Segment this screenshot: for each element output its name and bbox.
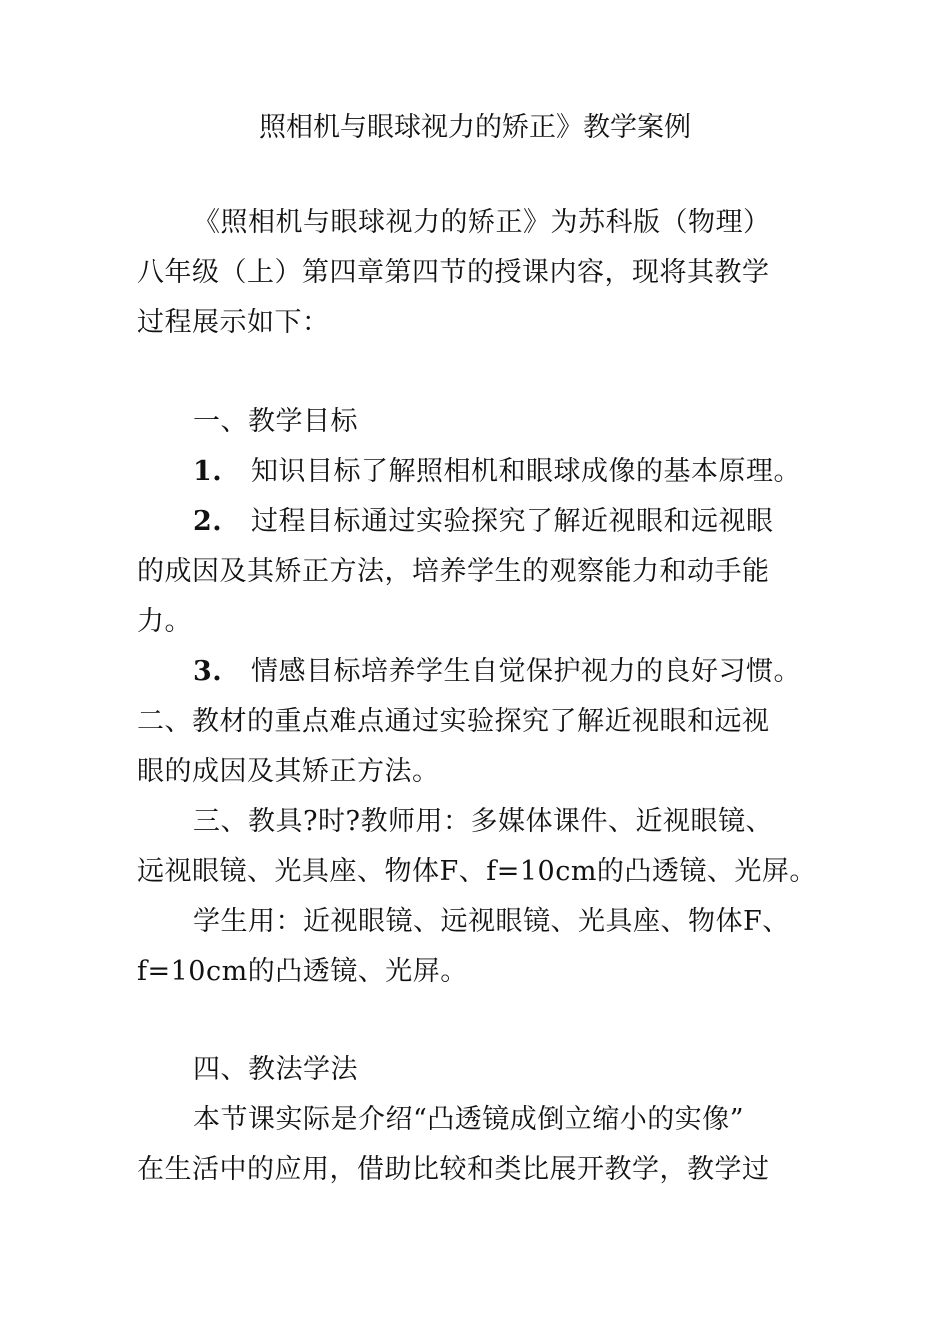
objective-item-2 bbox=[193, 504, 774, 540]
item-text: 过程目标通过实验探究了解近视眼和远视眼 bbox=[251, 506, 774, 537]
document-title: 照相机与眼球视力的矫正》教学案例 bbox=[259, 112, 691, 143]
intro-line-2: 八年级（上）第四章第四节的授课内容，现将其教学 bbox=[137, 257, 770, 288]
section-key-points-line-2: 眼的成因及其矫正方法。 bbox=[137, 756, 440, 787]
objective-item-2-cont-1: 的成因及其矫正方法，培养学生的观察能力和动手能 bbox=[137, 556, 770, 587]
section-heading-objectives: 一、教学目标 bbox=[193, 406, 358, 437]
item-text: 情感目标培养学生自觉保护视力的良好习惯。 bbox=[251, 656, 801, 687]
item-number: 3. bbox=[193, 656, 223, 687]
section-methods-line-1: 本节课实际是介绍“凸透镜成倒立缩小的实像” bbox=[193, 1104, 745, 1135]
section-tools-line-2: 远视眼镜、光具座、物体F、f=10cm的凸透镜、光屏。 bbox=[137, 856, 817, 887]
item-text: 知识目标了解照相机和眼球成像的基本原理。 bbox=[251, 456, 801, 487]
objective-item-1 bbox=[193, 454, 801, 490]
item-number: 2. bbox=[193, 506, 223, 537]
section-methods-line-2: 在生活中的应用，借助比较和类比展开教学，教学过 bbox=[137, 1154, 770, 1185]
objective-item-3 bbox=[193, 654, 801, 690]
section-tools-line-1: 三、教具?时?教师用：多媒体课件、近视眼镜、 bbox=[193, 806, 773, 837]
section-tools-line-4: f=10cm的凸透镜、光屏。 bbox=[137, 956, 468, 987]
section-heading-methods: 四、教法学法 bbox=[193, 1054, 358, 1085]
section-key-points-line-1: 二、教材的重点难点通过实验探究了解近视眼和远视 bbox=[137, 706, 770, 737]
objective-item-2-cont-2: 力。 bbox=[137, 606, 192, 637]
intro-line-1: 《照相机与眼球视力的矫正》为苏科版（物理） bbox=[193, 207, 771, 238]
item-number: 1. bbox=[193, 456, 223, 487]
section-tools-line-3: 学生用：近视眼镜、远视眼镜、光具座、物体F、 bbox=[193, 906, 790, 937]
intro-line-3: 过程展示如下： bbox=[137, 307, 330, 338]
